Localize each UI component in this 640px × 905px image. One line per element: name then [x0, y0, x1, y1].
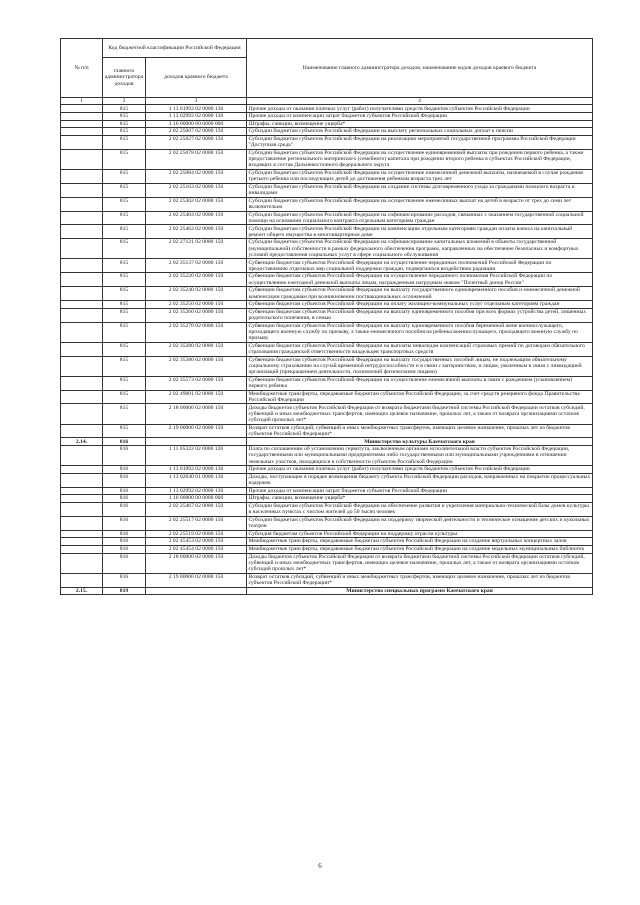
revenue-code-cell: 2 02 25027 02 0000 150	[146, 135, 247, 149]
row-number-cell	[61, 446, 103, 466]
revenue-code-cell: 1 13 01992 02 0000 130	[146, 105, 247, 113]
admin-code-cell: 815	[103, 197, 146, 211]
row-number-cell	[61, 239, 103, 259]
admin-code-cell: 816	[103, 473, 146, 487]
row-number-cell	[61, 113, 103, 121]
admin-code-cell: 816	[103, 530, 146, 538]
table-row	[61, 135, 593, 149]
admin-code-cell: 816	[103, 446, 146, 466]
revenue-code-cell: 2 18 00000 02 0000 150	[146, 553, 247, 573]
revenue-name-cell: Субсидии бюджетам субъектов Российской Федерации на реализацию мероприятий государственной программы Российской Федерации "Доступная среда"	[247, 135, 593, 149]
row-number-cell	[61, 376, 103, 390]
table-row	[61, 273, 593, 287]
revenue-code-cell: 2 02 25007 02 0000 150	[146, 128, 247, 136]
column-index: 4	[247, 97, 593, 105]
admin-code-cell: 816	[103, 516, 146, 530]
table-row	[61, 530, 593, 538]
admin-code-cell: 815	[103, 183, 146, 197]
revenue-name-cell: Доходы бюджетов субъектов Российской Федерации от возврата бюджетами бюджетной системы Российской Федерации остатков субсидий, субвенций и иных межбюджетных трансфертов, имеющих целевое назначение, прошлых лет, а также от возврата организациями остатков субсидий прошлых лет*	[247, 553, 593, 573]
table-body	[61, 105, 593, 595]
revenue-name-cell: Субвенции бюджетам субъектов Российской Федерации на осуществление ежемесячной выплаты в связи с рождением (усыновлением) первого ребенка	[247, 376, 593, 390]
row-number-cell	[61, 273, 103, 287]
row-number-cell	[61, 545, 103, 553]
admin-code-cell: 815	[103, 259, 146, 273]
revenue-name-cell: Субсидии бюджетам субъектов Российской Федерации на компенсацию отдельным категориям граждан оплаты взноса на капитальный ремонт общего имущества в многоквартирном доме	[247, 225, 593, 239]
table-row	[61, 113, 593, 121]
revenue-code-cell: 2 02 35280 02 0000 150	[146, 342, 247, 356]
revenue-name-cell: Субвенции бюджетам субъектов Российской Федерации на выплату государственных пособий лицам, не подлежащим обязательному социальному страхованию на случай временной нетрудоспособности и в связи с материнством, и лицам, уволенным в связи с ликвидацией организаций (прекращением деятельности, полномочий физическими лицами)	[247, 356, 593, 376]
revenue-code-cell: 1 16 00000 00 0000 000	[146, 495, 247, 503]
row-number-cell	[61, 356, 103, 376]
admin-code-cell: 815	[103, 105, 146, 113]
table-row	[61, 473, 593, 487]
table-row	[61, 169, 593, 183]
row-number-cell	[61, 322, 103, 342]
table-row	[61, 183, 593, 197]
table-row	[61, 308, 593, 322]
table-row	[61, 197, 593, 211]
revenue-code-cell: 2 02 25078 02 0000 150	[146, 149, 247, 169]
header-name: Наименование главного администратора доходов, наименование кодов доходов краевого бюджета	[247, 39, 593, 98]
column-index: 1	[61, 97, 103, 105]
admin-code-cell: 815	[103, 169, 146, 183]
table-row	[61, 301, 593, 309]
table-row	[61, 573, 593, 587]
table-row	[61, 516, 593, 530]
admin-code-cell: 816	[103, 466, 146, 474]
row-number-cell	[61, 573, 103, 587]
row-number-cell	[61, 308, 103, 322]
revenue-name-cell: Прочие доходы от компенсации затрат бюджетов субъектов Российской Федерации	[247, 487, 593, 495]
revenue-name-cell: Субвенции бюджетам субъектов Российской Федерации на выплаты инвалидам компенсаций страховых премий по договорам обязательного страхования гражданской ответственности владельцев транспортных средств	[247, 342, 593, 356]
table-row	[61, 502, 593, 516]
admin-code-cell: 815	[103, 308, 146, 322]
revenue-name-cell: Субвенции бюджетам субъектов Российской Федерации на оплату жилищно-коммунальных услуг отдельным категориям граждан	[247, 301, 593, 309]
revenue-name-cell: Субсидии бюджетам субъектов Российской Федерации на обеспечение развития и укрепления материально-технической базы домов культуры в населенных пунктах с числом жителей до 50 тысяч человек	[247, 502, 593, 516]
revenue-name-cell: Прочие доходы от оказания платных услуг (работ) получателями средств бюджетов субъектов Российской Федерации	[247, 105, 593, 113]
revenue-code-cell: 2 02 45454 02 0000 150	[146, 545, 247, 553]
table-row	[61, 424, 593, 438]
revenue-name-cell: Субвенции бюджетам субъектов Российской Федерации на выплату единовременного пособия при всех формах устройства детей, лишенных родительского попечения, в семью	[247, 308, 593, 322]
admin-code-cell: 815	[103, 356, 146, 376]
column-index: 2	[103, 97, 146, 105]
revenue-code-cell: 2 19 00000 02 0000 150	[146, 424, 247, 438]
revenue-code-cell	[146, 438, 247, 446]
row-number-cell	[61, 259, 103, 273]
table-row	[61, 287, 593, 301]
row-number-cell	[61, 538, 103, 546]
revenue-code-cell: 2 02 35260 02 0000 150	[146, 308, 247, 322]
revenue-code-cell: 2 02 27121 02 0000 150	[146, 239, 247, 259]
table-row	[61, 128, 593, 136]
revenue-name-cell: Субсидии бюджетам субъектов Российской Федерации на поддержку творческой деятельности и техническое оснащение детских и кукольных театров	[247, 516, 593, 530]
revenue-name-cell: Межбюджетные трансферты, передаваемые бюджетам субъектов Российской Федерации, за счет средств резервного фонда Правительства Российской Федерации	[247, 390, 593, 404]
row-number-cell	[61, 342, 103, 356]
row-number-cell	[61, 466, 103, 474]
revenue-code-cell: 2 02 25519 02 0000 150	[146, 530, 247, 538]
admin-code-cell: 815	[103, 404, 146, 424]
admin-code-cell: 815	[103, 149, 146, 169]
admin-code-cell: 815	[103, 390, 146, 404]
row-number-cell	[61, 197, 103, 211]
table-row	[61, 404, 593, 424]
revenue-code-cell: 2 02 25517 02 0000 150	[146, 516, 247, 530]
revenue-name-cell: Штрафы, санкции, возмещение ущерба*	[247, 495, 593, 503]
revenue-code-cell: 1 13 02992 02 0000 130	[146, 487, 247, 495]
row-number-cell	[61, 530, 103, 538]
section-row	[61, 587, 593, 595]
row-number-cell	[61, 135, 103, 149]
table-row	[61, 105, 593, 113]
revenue-name-cell: Субсидия бюджетам субъектов Российской Федерации на поддержку отрасли культуры	[247, 530, 593, 538]
revenue-name-cell: Министерство культуры Камчатского края	[247, 438, 593, 446]
admin-code-cell: 815	[103, 211, 146, 225]
header-number: № п/п	[61, 39, 103, 98]
revenue-code-cell: 2 02 49001 02 0000 150	[146, 390, 247, 404]
revenue-name-cell: Прочие доходы от компенсации затрат бюджетов субъектов Российской Федерации	[247, 113, 593, 121]
revenue-name-cell: Субвенции бюджетам субъектов Российской Федерации на выплату государственного единовременного пособия и ежемесячной денежной компенсации гражданам при возникновении поствакцинальных осложнений	[247, 287, 593, 301]
revenue-name-cell: Межбюджетные трансферты, передаваемые бюджетам субъектов Российской Федерации на создание модельных муниципальных библиотек	[247, 545, 593, 553]
revenue-code-cell: 1 13 01992 02 0000 130	[146, 466, 247, 474]
revenue-name-cell: Возврат остатков субсидий, субвенций и иных межбюджетных трансфертов, имеющих целевое назначение, прошлых лет из бюджетов субъектов Российской Федерации*	[247, 573, 593, 587]
header-code-group: Код бюджетной классификации Российской Федерации	[103, 39, 247, 58]
table-row	[61, 120, 593, 128]
revenue-name-cell: Субсидии бюджетам субъектов Российской Федерации на осуществление ежемесячных выплат на детей в возрасте от трех до семи лет включительно	[247, 197, 593, 211]
admin-code-cell: 815	[103, 225, 146, 239]
revenue-code-cell: 2 02 35240 02 0000 150	[146, 287, 247, 301]
table-row	[61, 259, 593, 273]
revenue-classification-table	[60, 38, 593, 595]
row-number-cell	[61, 211, 103, 225]
table-row	[61, 149, 593, 169]
row-number-cell	[61, 120, 103, 128]
admin-code-cell: 815	[103, 376, 146, 390]
admin-code-cell: 815	[103, 424, 146, 438]
admin-code-cell: 816	[103, 502, 146, 516]
revenue-name-cell: Доходы бюджетов субъектов Российской Федерации от возврата бюджетами бюджетной системы Российской Федерации остатков субсидий, субвенций и иных межбюджетных трансфертов, имеющих целевое назначение, прошлых лет, а также от возврата организациями остатков субсидий прошлых лет*	[247, 404, 593, 424]
revenue-name-cell: Возврат остатков субсидий, субвенций и иных межбюджетных трансфертов, имеющих целевое назначение, прошлых лет из бюджетов субъектов Российской Федерации*	[247, 424, 593, 438]
revenue-name-cell: Субсидии бюджетам субъектов Российской Федерации на создание системы долговременного ухода за гражданами пожилого возраста и инвалидами	[247, 183, 593, 197]
revenue-code-cell: 2 19 00000 02 0000 150	[146, 573, 247, 587]
row-number-cell	[61, 390, 103, 404]
revenue-name-cell: Субсидии бюджетам субъектов Российской Федерации на софинансирование расходов, связанных с оказанием государственной социальной помощи на основании социального контракта отдельным категориям граждан	[247, 211, 593, 225]
row-number-cell	[61, 502, 103, 516]
table-row	[61, 390, 593, 404]
revenue-code-cell: 2 02 25404 02 0000 150	[146, 211, 247, 225]
admin-code-cell: 816	[103, 538, 146, 546]
revenue-name-cell: Субсидии бюджетам субъектов Российской Федерации на софинансирование капитальных вложений в объекты государственной (муниципальной) собственности в рамках федерального обеспечения программ, направленных на обеспечение безопасных и комфортных условий предоставления социальных услуг в сфере социального обслуживания	[247, 239, 593, 259]
revenue-name-cell: Плата по соглашениям об установлении сервитута, заключенным органами исполнительной власти субъектов Российской Федерации, государственными или муниципальными предприятиями либо государственными или муниципальными учреждениями в отношении земельных участков, находящихся в собственности субъектов Российской Федерации	[247, 446, 593, 466]
table-row	[61, 553, 593, 573]
row-number-cell	[61, 225, 103, 239]
admin-code-cell: 816	[103, 573, 146, 587]
row-number-cell	[61, 516, 103, 530]
row-number-cell	[61, 287, 103, 301]
page-number: 6	[318, 862, 322, 870]
header-admin: главного администратора доходов	[103, 58, 146, 97]
admin-code-cell: 815	[103, 128, 146, 136]
revenue-code-cell: 1 16 00000 00 0000 000	[146, 120, 247, 128]
table-row	[61, 376, 593, 390]
admin-code-cell: 819	[103, 587, 146, 595]
revenue-code-cell: 1 13 02992 02 0000 130	[146, 113, 247, 121]
revenue-name-cell: Субвенции бюджетам субъектов Российской Федерации на выплату единовременного пособия беременной жене военнослужащего, проходящего военную службу по призыву, а также ежемесячного пособия на ребенка военнослужащего, проходящего военную службу по призыву	[247, 322, 593, 342]
revenue-name-cell: Министерство специальных программ Камчатского края	[247, 587, 593, 595]
row-number-cell	[61, 301, 103, 309]
admin-code-cell: 815	[103, 120, 146, 128]
admin-code-cell: 815	[103, 322, 146, 342]
row-number-cell: 2.15.	[61, 587, 103, 595]
table-row	[61, 356, 593, 376]
admin-code-cell: 815	[103, 239, 146, 259]
table-row	[61, 322, 593, 342]
revenue-code-cell: 1 13 02040 01 0000 130	[146, 473, 247, 487]
table-row	[61, 225, 593, 239]
row-number-cell	[61, 105, 103, 113]
table-row	[61, 466, 593, 474]
revenue-code-cell: 2 02 35573 02 0000 150	[146, 376, 247, 390]
revenue-code-cell: 1 11 05322 02 0000 120	[146, 446, 247, 466]
row-number-cell	[61, 473, 103, 487]
admin-code-cell: 815	[103, 301, 146, 309]
row-number-cell	[61, 128, 103, 136]
row-number-cell	[61, 495, 103, 503]
row-number-cell	[61, 424, 103, 438]
revenue-name-cell: Межбюджетные трансферты, передаваемые бюджетам субъектов Российской Федерации на создание виртуальных концертных залов	[247, 538, 593, 546]
revenue-code-cell: 2 18 00000 02 0000 150	[146, 404, 247, 424]
admin-code-cell: 816	[103, 487, 146, 495]
admin-code-cell: 815	[103, 135, 146, 149]
revenue-code-cell: 2 02 45453 02 0000 150	[146, 538, 247, 546]
table-row	[61, 495, 593, 503]
row-number-cell: 2.14.	[61, 438, 103, 446]
revenue-code-cell: 2 02 35380 02 0000 150	[146, 356, 247, 376]
row-number-cell	[61, 149, 103, 169]
revenue-name-cell: Субвенции бюджетам субъектов Российской Федерации на осуществление переданного полномочия Российской Федерации по осуществлению ежегодной денежной выплаты лицам, награжденным нагрудным знаком "Почетный донор России"	[247, 273, 593, 287]
revenue-name-cell: Субсидии бюджетам субъектов Российской Федерации на осуществление единовременной выплаты при рождении первого ребенка, а также предоставление регионального материнского (семейного) капитала при рождении второго ребенка в субъектах Российской Федерации, входящих в состав Дальневосточного федерального округа	[247, 149, 593, 169]
admin-code-cell: 815	[103, 113, 146, 121]
revenue-code-cell	[146, 587, 247, 595]
revenue-name-cell: Прочие доходы от оказания платных услуг (работ) получателями средств бюджетов субъектов Российской Федерации	[247, 466, 593, 474]
revenue-code-cell: 2 02 25163 02 0000 150	[146, 183, 247, 197]
revenue-code-cell: 2 02 25467 02 0000 150	[146, 502, 247, 516]
admin-code-cell: 815	[103, 273, 146, 287]
revenue-code-cell: 2 02 25462 02 0000 150	[146, 225, 247, 239]
row-number-cell	[61, 404, 103, 424]
revenue-code-cell: 2 02 35220 02 0000 150	[146, 273, 247, 287]
table-row	[61, 545, 593, 553]
revenue-name-cell: Доходы, поступающие в порядке возмещения бюджету субъекта Российской Федерации расходов, направленных на покрытие процессуальных издержек	[247, 473, 593, 487]
admin-code-cell: 815	[103, 342, 146, 356]
row-number-cell	[61, 487, 103, 495]
revenue-code-cell: 2 02 35270 02 0000 150	[146, 322, 247, 342]
revenue-name-cell: Штрафы, санкции, возмещение ущерба*	[247, 120, 593, 128]
revenue-name-cell: Субсидии бюджетам субъектов Российской Федерации на осуществление ежемесячной денежной выплаты, назначаемой в случае рождения третьего ребенка или последующих детей до достижения ребенком возраста трех лет	[247, 169, 593, 183]
admin-code-cell: 816	[103, 545, 146, 553]
table-row	[61, 538, 593, 546]
admin-code-cell: 816	[103, 553, 146, 573]
admin-code-cell: 815	[103, 287, 146, 301]
revenue-name-cell: Субсидии бюджетам субъектов Российской Федерации на выплату региональных социальных доплат к пенсии	[247, 128, 593, 136]
row-number-cell	[61, 553, 103, 573]
section-row	[61, 438, 593, 446]
header-code: доходов краевого бюджета	[146, 58, 247, 97]
row-number-cell	[61, 169, 103, 183]
admin-code-cell: 816	[103, 438, 146, 446]
revenue-code-cell: 2 02 35250 02 0000 150	[146, 301, 247, 309]
row-number-cell	[61, 183, 103, 197]
table-row	[61, 239, 593, 259]
revenue-code-cell: 2 02 25302 02 0000 150	[146, 197, 247, 211]
revenue-code-cell: 2 02 35137 02 0000 150	[146, 259, 247, 273]
table-row	[61, 342, 593, 356]
admin-code-cell: 816	[103, 495, 146, 503]
column-index: 3	[146, 97, 247, 105]
table-row	[61, 487, 593, 495]
revenue-code-cell: 2 02 25084 02 0000 150	[146, 169, 247, 183]
table-row	[61, 446, 593, 466]
revenue-name-cell: Субвенции бюджетам субъектов Российской Федерации на осуществление переданных полномочий Российской Федерации по предоставлению отдельных мер социальной поддержки граждан, подвергшихся воздействию радиации	[247, 259, 593, 273]
table-row	[61, 211, 593, 225]
